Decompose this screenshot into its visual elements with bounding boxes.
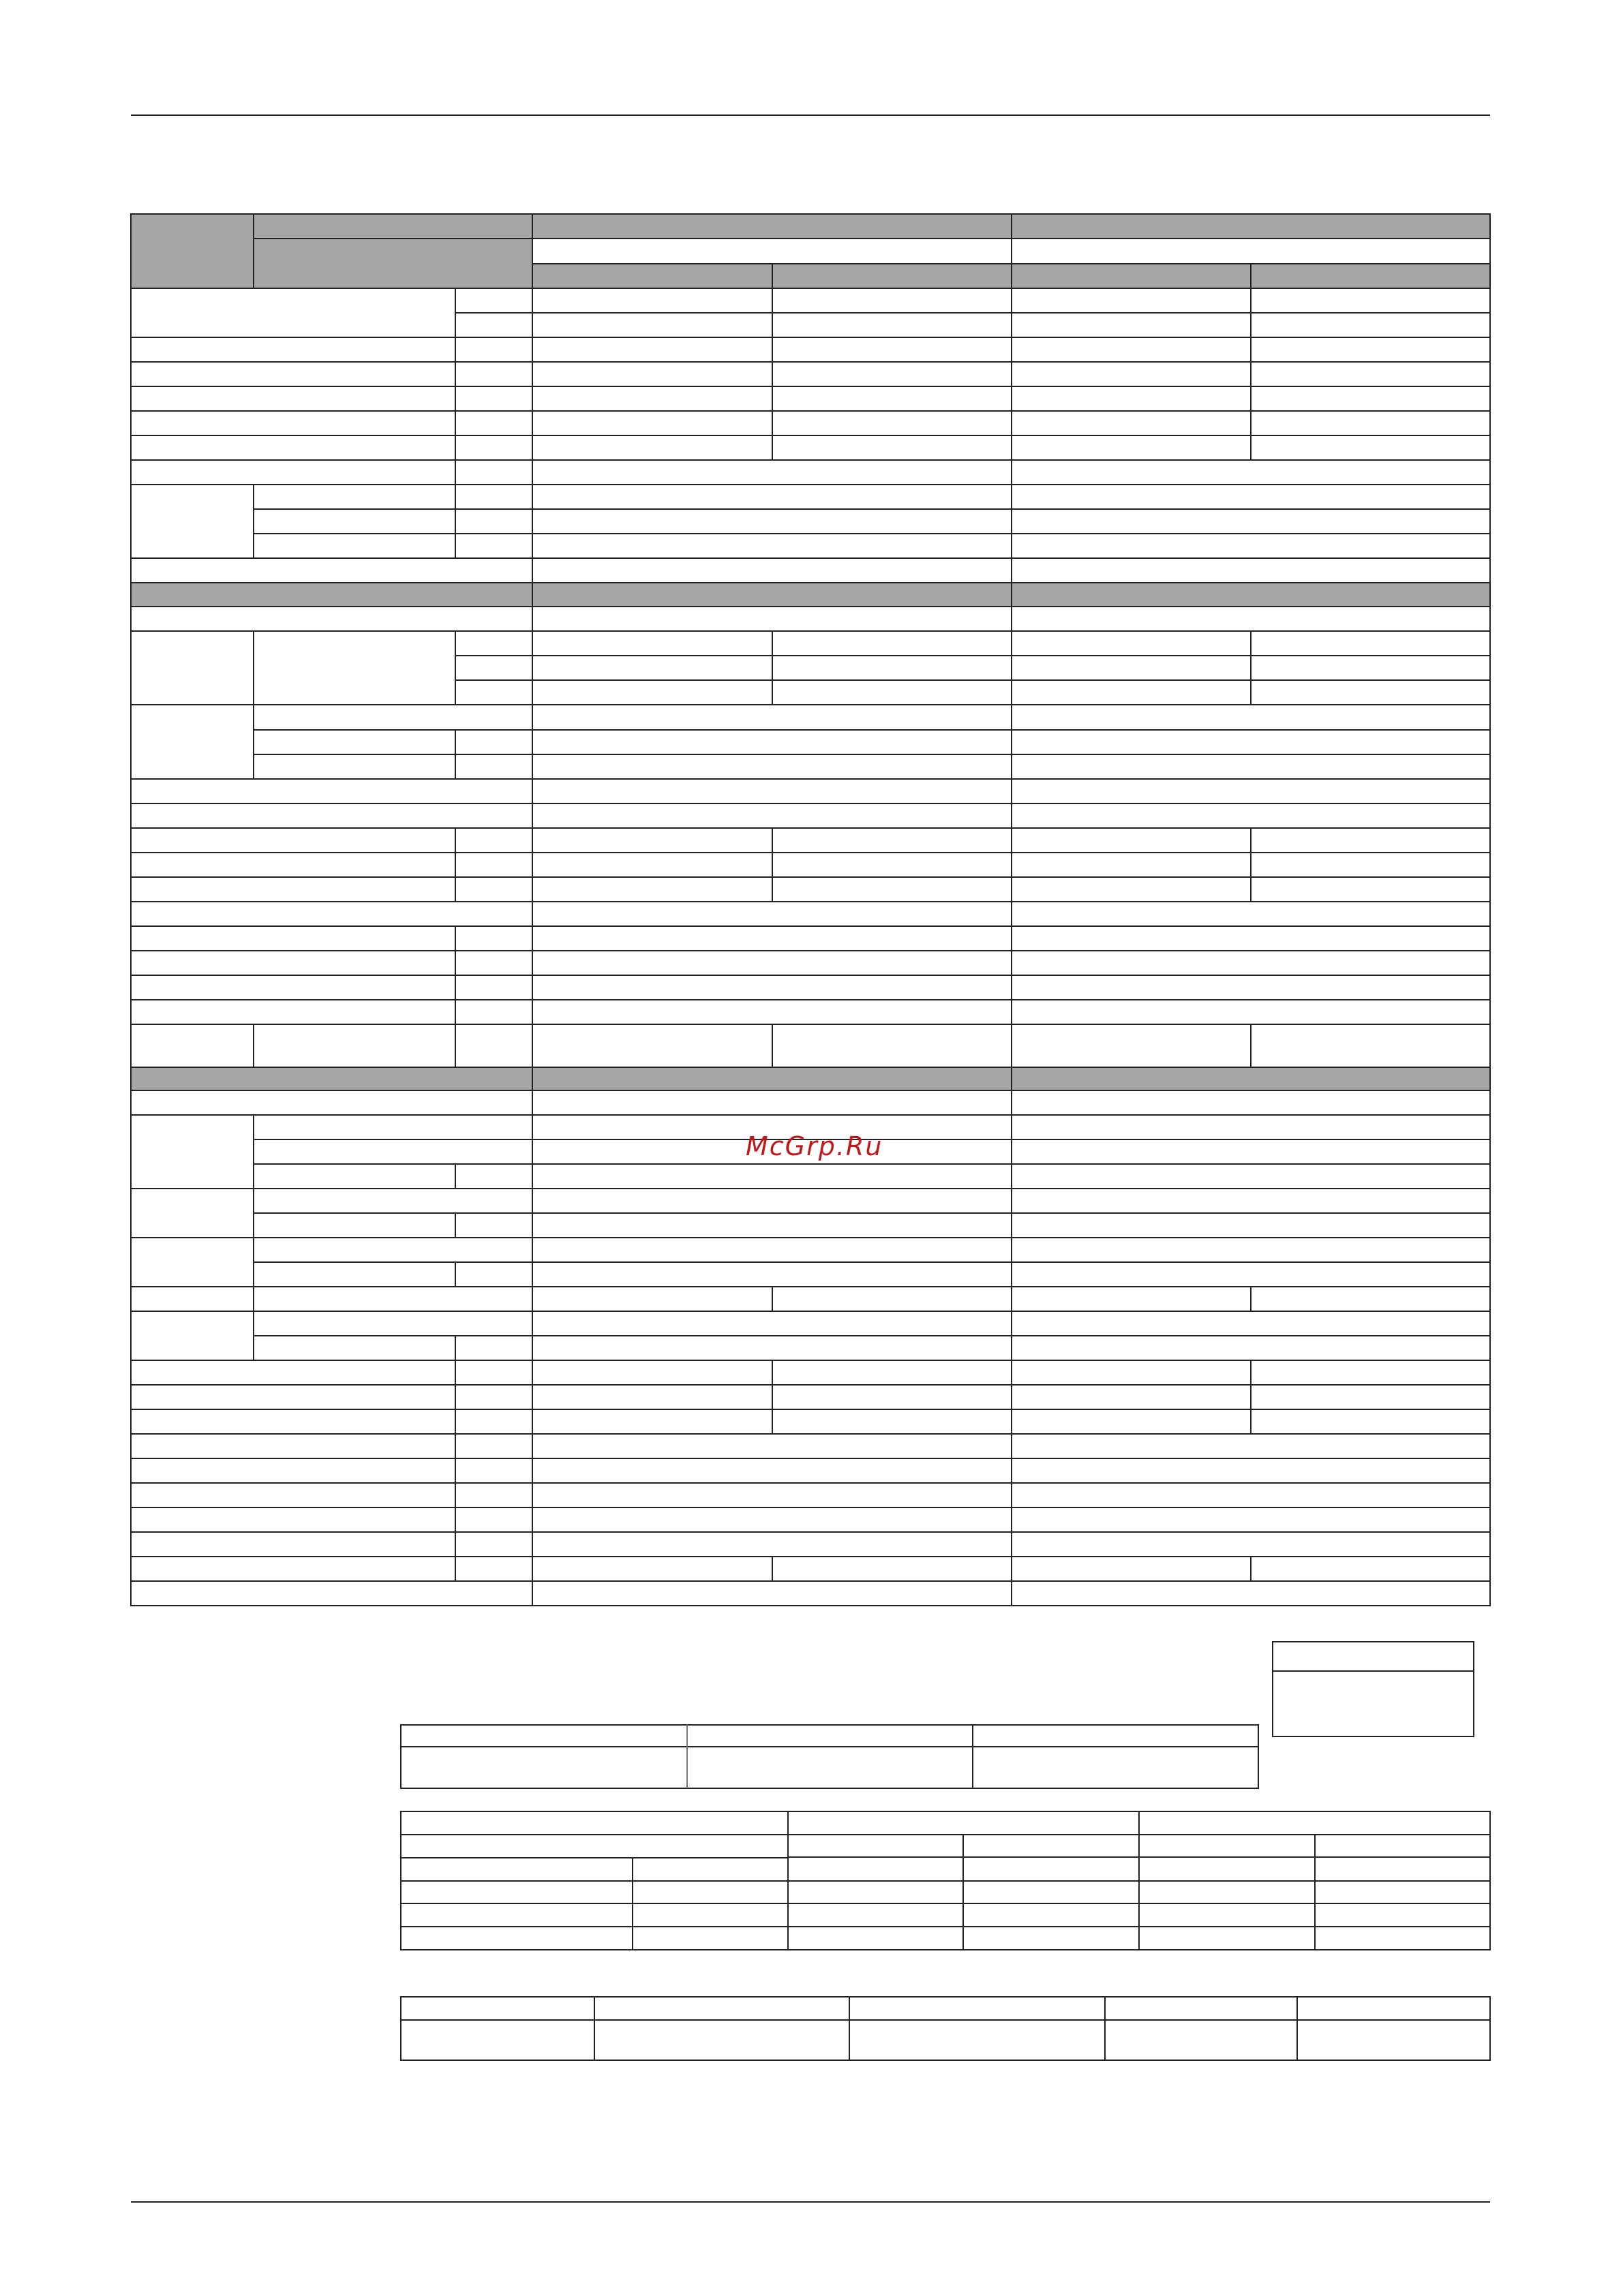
capacity-table: [401, 1811, 1490, 1950]
options-table: [401, 1997, 1490, 2060]
header-model-left: [532, 214, 1012, 239]
header-model-right: [1012, 214, 1490, 239]
section-row-2: [131, 1067, 1490, 1090]
header-sub-left: [254, 239, 532, 288]
section-row-1: [131, 583, 1490, 607]
model-code-table: [401, 1725, 1258, 1788]
bottom-rule: [131, 2201, 1490, 2203]
header-band-left: [254, 214, 532, 240]
watermark-text: McGrp.Ru: [746, 1131, 883, 1161]
specifications-table: [131, 214, 1490, 1606]
legend-box: [1273, 1642, 1474, 1736]
header-corner-cell: [131, 214, 254, 288]
